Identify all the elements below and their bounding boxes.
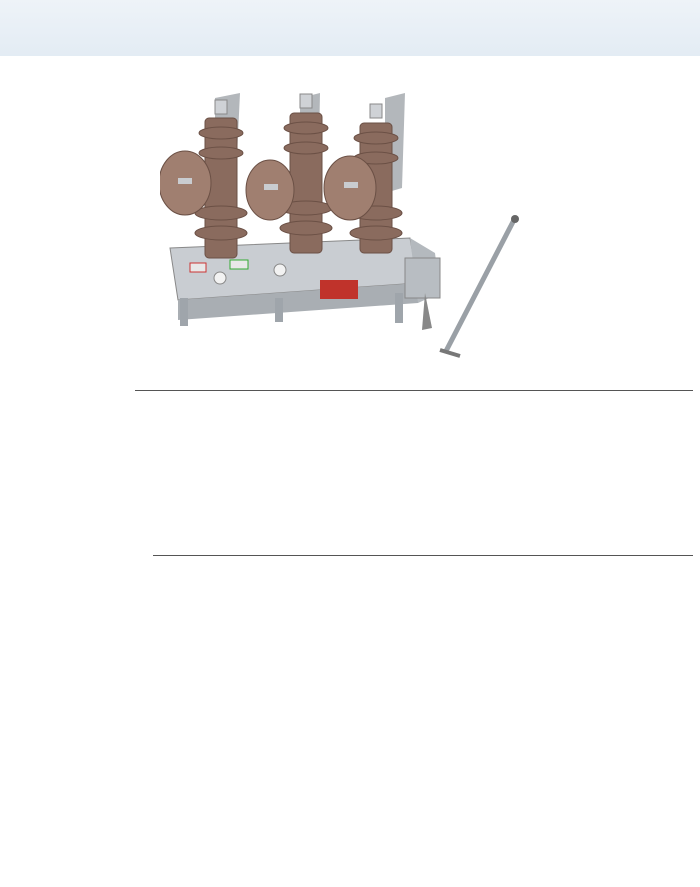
product-photo xyxy=(160,78,540,358)
overview-divider xyxy=(135,390,693,391)
title-banner xyxy=(0,0,700,56)
features-divider xyxy=(153,555,693,556)
